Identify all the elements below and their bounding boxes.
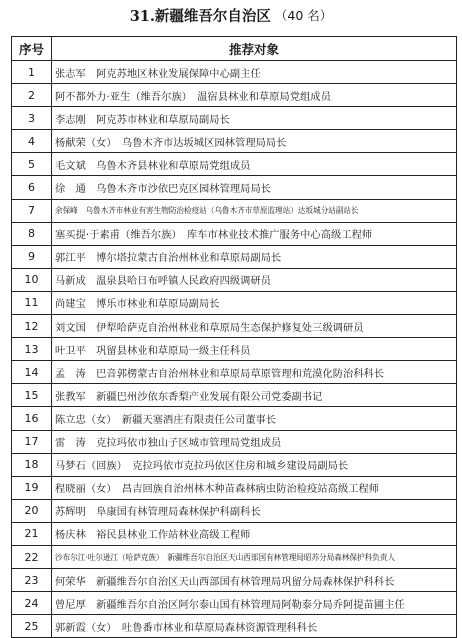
row-number: 23 bbox=[12, 569, 52, 592]
row-person: 郭新霞（女） 吐鲁番市林业和草原局森林资源管理科科长 bbox=[52, 615, 457, 638]
table-row bbox=[12, 499, 457, 522]
row-number: 6 bbox=[12, 176, 52, 199]
title-count: （40 名） bbox=[274, 8, 333, 23]
title-region: 31.新疆维吾尔自治区 bbox=[129, 7, 271, 25]
row-person: 尚建宝 博乐市林业和草原局副局长 bbox=[52, 291, 457, 314]
table-row bbox=[12, 268, 457, 291]
row-person: 陈立忠（女） 新疆天塞酒庄有限责任公司董事长 bbox=[52, 407, 457, 430]
row-person: 何荣华 新疆维吾尔自治区天山西部国有林管理局巩留分局森林保护科科长 bbox=[52, 569, 457, 592]
recommendation-table bbox=[11, 36, 457, 638]
table-row bbox=[12, 545, 457, 568]
row-person: 阿不都外力·亚生（维吾尔族） 温宿县林业和草原局党组成员 bbox=[52, 84, 457, 107]
row-number: 2 bbox=[12, 84, 52, 107]
table-row bbox=[12, 84, 457, 107]
row-number: 14 bbox=[12, 361, 52, 384]
table-row bbox=[12, 107, 457, 130]
row-number: 24 bbox=[12, 592, 52, 615]
row-person: 苏辉明 阜康国有林管理局森林保护科副科长 bbox=[52, 499, 457, 522]
row-number: 3 bbox=[12, 107, 52, 130]
row-number: 17 bbox=[12, 430, 52, 453]
row-person: 徐 通 乌鲁木齐市沙依巴克区园林管理局局长 bbox=[52, 176, 457, 199]
table-row bbox=[12, 61, 457, 84]
row-number: 12 bbox=[12, 315, 52, 338]
table-row bbox=[12, 315, 457, 338]
row-number: 5 bbox=[12, 153, 52, 176]
row-person: 杨庆林 裕民县林业工作站林业高级工程师 bbox=[52, 522, 457, 545]
row-person: 余保峰 乌鲁木齐市林业有害生物防治检疫站（乌鲁木齐市草原监理站）达坂城分站副站长 bbox=[52, 199, 457, 222]
row-person: 张教军 新疆巴州沙依东香梨产业发展有限公司党委副书记 bbox=[52, 384, 457, 407]
row-person: 雷 涛 克拉玛依市独山子区城市管理局党组成员 bbox=[52, 430, 457, 453]
header-serial-number: 序号 bbox=[12, 37, 52, 61]
row-person: 杨献荣（女） 乌鲁木齐市达坂城区园林管理局局长 bbox=[52, 130, 457, 153]
row-number: 16 bbox=[12, 407, 52, 430]
table-row bbox=[12, 291, 457, 314]
row-person: 叶卫平 巩留县林业和草原局一级主任科员 bbox=[52, 338, 457, 361]
row-number: 8 bbox=[12, 222, 52, 245]
row-number: 25 bbox=[12, 615, 52, 638]
table-row bbox=[12, 407, 457, 430]
row-number: 18 bbox=[12, 453, 52, 476]
table-row bbox=[12, 615, 457, 638]
table-row bbox=[12, 569, 457, 592]
row-number: 19 bbox=[12, 476, 52, 499]
row-number: 22 bbox=[12, 545, 52, 568]
table-row bbox=[12, 592, 457, 615]
table-row bbox=[12, 361, 457, 384]
row-number: 20 bbox=[12, 499, 52, 522]
table-row bbox=[12, 522, 457, 545]
row-number: 4 bbox=[12, 130, 52, 153]
row-person: 张志军 阿克苏地区林业发展保障中心副主任 bbox=[52, 61, 457, 84]
table-row bbox=[12, 153, 457, 176]
table-row bbox=[12, 130, 457, 153]
row-number: 9 bbox=[12, 245, 52, 268]
row-person: 马新成 温泉县哈日布呼镇人民政府四级调研员 bbox=[52, 268, 457, 291]
row-number: 7 bbox=[12, 199, 52, 222]
row-person: 孟 涛 巴音郭楞蒙古自治州林业和草原局草原管理和荒漠化防治科科长 bbox=[52, 361, 457, 384]
row-number: 13 bbox=[12, 338, 52, 361]
table-row bbox=[12, 476, 457, 499]
row-person: 程晓丽（女） 昌吉回族自治州林木种苗森林病虫防治检疫站高级工程师 bbox=[52, 476, 457, 499]
row-person: 马梦石（回族） 克拉玛依市克拉玛依区住房和城乡建设局副局长 bbox=[52, 453, 457, 476]
table-row bbox=[12, 176, 457, 199]
row-number: 15 bbox=[12, 384, 52, 407]
row-number: 21 bbox=[12, 522, 52, 545]
row-person: 郭江平 博尔塔拉蒙古自治州林业和草原局副局长 bbox=[52, 245, 457, 268]
table-row bbox=[12, 222, 457, 245]
row-person: 毛文斌 乌鲁木齐县林业和草原局党组成员 bbox=[52, 153, 457, 176]
row-person: 沙布尔江·吐尔逊江（哈萨克族） 新疆维吾尔自治区天山西部国有林管理局昭苏分局森林保护科负责人 bbox=[52, 545, 457, 568]
table-row bbox=[12, 453, 457, 476]
table-row bbox=[12, 430, 457, 453]
row-person: 李志刚 阿克苏市林业和草原局副局长 bbox=[52, 107, 457, 130]
table-row bbox=[12, 338, 457, 361]
row-person: 曾尼厚 新疆维吾尔自治区阿尔泰山国有林管理局阿勒泰分局乔阿提苗圃主任 bbox=[52, 592, 457, 615]
table-row bbox=[12, 384, 457, 407]
table-header-row bbox=[12, 37, 457, 61]
row-person: 刘文国 伊犁哈萨克自治州林业和草原局生态保护修复处三级调研员 bbox=[52, 315, 457, 338]
row-person: 塞买提·于素甫（维吾尔族） 库车市林业技术推广服务中心高级工程师 bbox=[52, 222, 457, 245]
row-number: 10 bbox=[12, 268, 52, 291]
row-number: 11 bbox=[12, 291, 52, 314]
document-title bbox=[0, 2, 462, 28]
table-row bbox=[12, 199, 457, 222]
row-number: 1 bbox=[12, 61, 52, 84]
table-row bbox=[12, 245, 457, 268]
header-recommended-person: 推荐对象 bbox=[52, 37, 457, 61]
